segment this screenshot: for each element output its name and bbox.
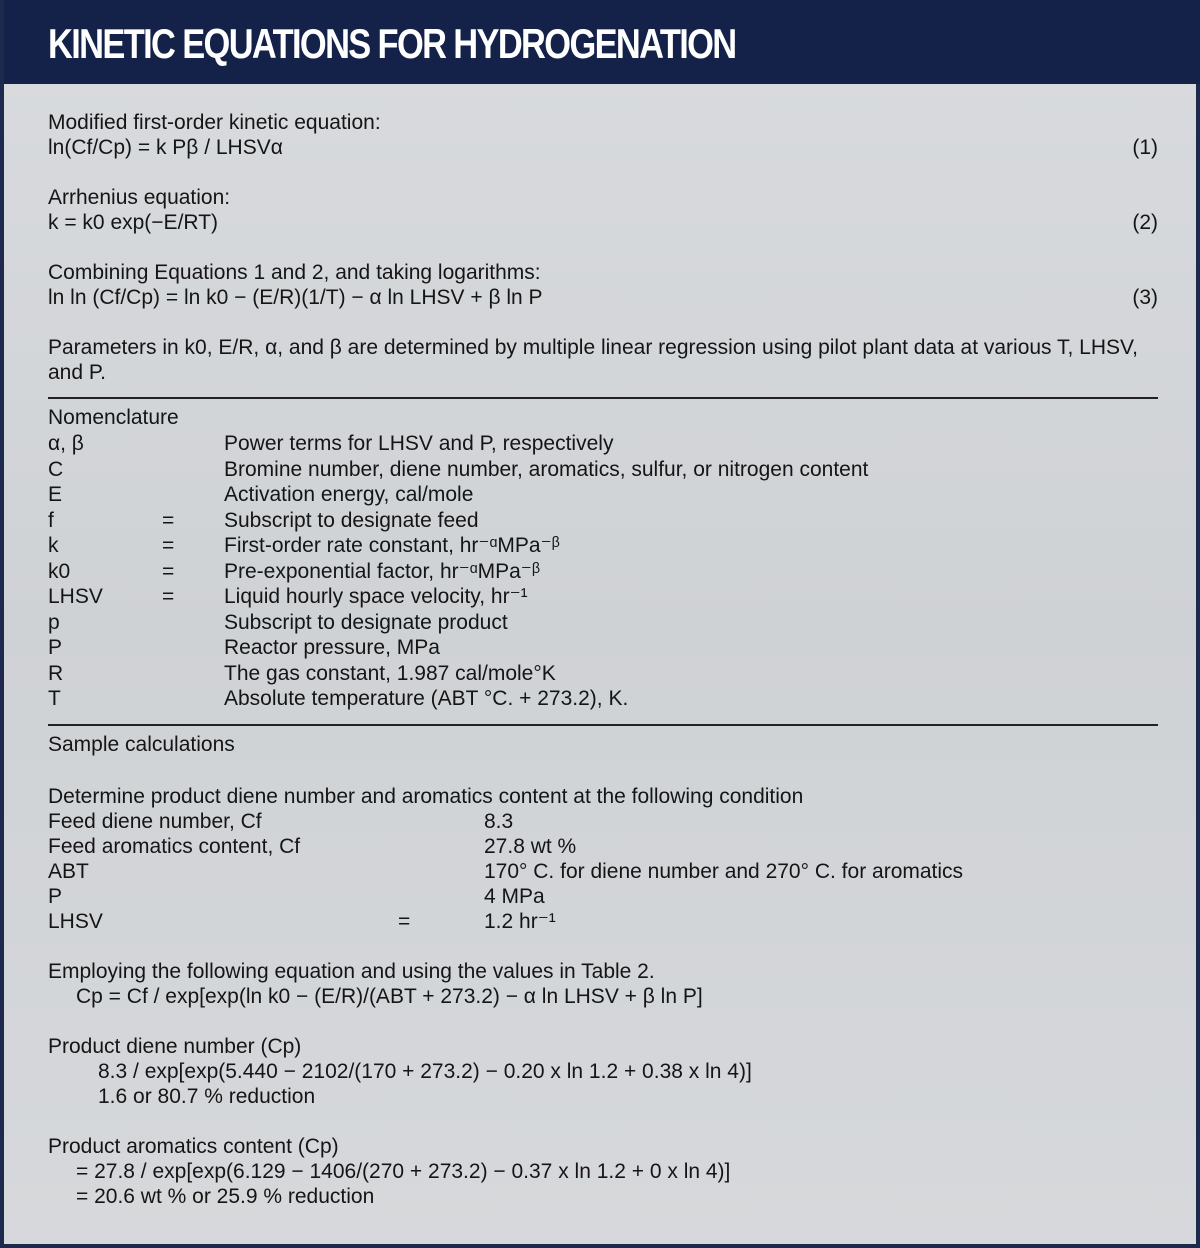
nomenclature-item bbox=[48, 661, 1158, 687]
nomenclature-definition: Pre-exponential factor, hr⁻ᵅMPa⁻ᵝ bbox=[224, 559, 540, 583]
nomenclature-definition: Power terms for LHSV and P, respectively bbox=[224, 432, 614, 455]
condition-label: LHSV bbox=[48, 909, 103, 933]
diene-block bbox=[48, 1034, 1158, 1109]
condition-row bbox=[48, 834, 1158, 859]
nomenclature-definition: First-order rate constant, hr⁻ᵅMPa⁻ᵝ bbox=[224, 534, 560, 557]
aromatics-line1: = 27.8 / exp[exp(6.129 − 1406/(270 + 273.2) − 0.37 x ln 1.2 + 0 x ln 4)] bbox=[76, 1159, 731, 1183]
nomenclature-symbol: P bbox=[48, 636, 63, 659]
equation-number: (2) bbox=[1132, 211, 1158, 234]
nomenclature-item bbox=[48, 610, 1158, 636]
nomenclature-item bbox=[48, 482, 1158, 508]
equation-row bbox=[48, 285, 1158, 310]
nomenclature-symbol: E bbox=[48, 483, 63, 506]
nomenclature-title: Nomenclature bbox=[48, 406, 179, 429]
nomenclature-definition: Activation energy, cal/mole bbox=[224, 483, 474, 506]
nomenclature-item bbox=[48, 431, 1158, 457]
nomenclature-definition: Absolute temperature (ABT °C. + 273.2), K. bbox=[224, 687, 629, 710]
box-title: KINETIC EQUATIONS FOR HYDROGENATION bbox=[48, 20, 736, 67]
nomenclature-dash: = bbox=[162, 508, 175, 532]
divider bbox=[48, 724, 1158, 726]
nomenclature-dash: = bbox=[162, 585, 175, 608]
equation-formula: ln(Cf/Cp) = k Pβ / LHSVα bbox=[48, 136, 283, 159]
equation-2 bbox=[48, 185, 1158, 235]
condition-row bbox=[48, 859, 1158, 884]
employ-formula: Cp = Cf / exp[exp(ln k0 − (E/R)/(ABT + 273.2) − α ln LHSV + β ln P] bbox=[76, 984, 703, 1008]
nomenclature-definition: Reactor pressure, MPa bbox=[224, 636, 440, 659]
nomenclature-symbol: R bbox=[48, 661, 64, 685]
condition-label: Feed aromatics content, Cf bbox=[48, 834, 301, 858]
nomenclature-symbol: C bbox=[48, 457, 64, 481]
diene-line1: 8.3 / exp[exp(5.440 − 2102/(170 + 273.2) − 0.20 x ln 1.2 + 0.38 x ln 4)] bbox=[98, 1059, 752, 1083]
equation-number: (1) bbox=[1132, 136, 1158, 159]
nomenclature-item bbox=[48, 635, 1158, 661]
condition-value: 170° C. for diene number and 270° C. for aromatics bbox=[484, 859, 964, 883]
sample-title: Sample calculations bbox=[48, 732, 235, 756]
condition-value: 27.8 wt % bbox=[484, 834, 577, 858]
conditions-list bbox=[48, 809, 1158, 934]
equation-1 bbox=[48, 110, 1158, 160]
condition-label: Feed diene number, Cf bbox=[48, 809, 262, 833]
condition-label: ABT bbox=[48, 859, 89, 883]
nomenclature-item bbox=[48, 584, 1158, 610]
nomenclature-symbol: LHSV bbox=[48, 585, 103, 608]
condition-dash: = bbox=[398, 909, 411, 933]
nomenclature-symbol: p bbox=[48, 610, 60, 634]
nomenclature-item bbox=[48, 686, 1158, 712]
nomenclature-item bbox=[48, 533, 1158, 559]
employ-text: Employing the following equation and using the values in Table 2. bbox=[48, 959, 655, 983]
nomenclature-symbol: k bbox=[48, 534, 59, 557]
aromatics-block bbox=[48, 1134, 1158, 1209]
equation-3 bbox=[48, 260, 1158, 310]
nomenclature-symbol: α, β bbox=[48, 432, 84, 455]
condition-value: 1.2 hr⁻¹ bbox=[484, 909, 556, 933]
aromatics-title: Product aromatics content (Cp) bbox=[48, 1134, 339, 1158]
nomenclature-list bbox=[48, 431, 1158, 712]
condition-value: 4 MPa bbox=[484, 884, 545, 908]
equation-row bbox=[48, 135, 1158, 160]
equation-label: Modified first-order kinetic equation: bbox=[48, 111, 381, 134]
header-bar bbox=[4, 0, 1200, 84]
equation-row bbox=[48, 210, 1158, 235]
nomenclature-symbol: T bbox=[48, 687, 61, 710]
condition-row bbox=[48, 809, 1158, 834]
nomenclature-definition: Bromine number, diene number, aromatics, sulfur, or nitrogen content bbox=[224, 457, 869, 481]
nomenclature-definition: Subscript to designate product bbox=[224, 610, 508, 634]
nomenclature-symbol: f bbox=[48, 508, 54, 532]
nomenclature-item bbox=[48, 508, 1158, 534]
condition-row bbox=[48, 884, 1158, 909]
diene-title: Product diene number (Cp) bbox=[48, 1034, 302, 1058]
equation-number: (3) bbox=[1132, 286, 1158, 309]
sample-intro: Determine product diene number and aromatics content at the following condition bbox=[48, 784, 804, 808]
aromatics-line2: = 20.6 wt % or 25.9 % reduction bbox=[76, 1184, 375, 1208]
equation-label: Arrhenius equation: bbox=[48, 186, 231, 209]
nomenclature-item bbox=[48, 559, 1158, 585]
divider bbox=[48, 397, 1158, 399]
nomenclature-definition: Liquid hourly space velocity, hr⁻¹ bbox=[224, 585, 528, 608]
nomenclature-dash: = bbox=[162, 534, 175, 557]
condition-value: 8.3 bbox=[484, 809, 514, 833]
condition-label: P bbox=[48, 884, 63, 908]
nomenclature-dash: = bbox=[162, 559, 175, 583]
employ-block bbox=[48, 959, 1158, 1009]
diene-line2: 1.6 or 80.7 % reduction bbox=[98, 1084, 316, 1108]
equation-formula: k = k0 exp(−E/RT) bbox=[48, 211, 219, 234]
nomenclature-item bbox=[48, 457, 1158, 483]
nomenclature-definition: The gas constant, 1.987 cal/mole°K bbox=[224, 661, 556, 685]
equation-formula: ln ln (Cf/Cp) = ln k0 − (E/R)(1/T) − α ln LHSV + β ln P bbox=[48, 286, 543, 309]
box-content bbox=[48, 110, 1158, 1209]
nomenclature-definition: Subscript to designate feed bbox=[224, 508, 479, 532]
equation-label: Combining Equations 1 and 2, and taking logarithms: bbox=[48, 261, 541, 284]
parameters-note: Parameters in k0, E/R, α, and β are determined by multiple linear regression using pilot plant data at various T, LHSV, and P. bbox=[48, 336, 1138, 384]
nomenclature-symbol: k0 bbox=[48, 559, 71, 583]
condition-row bbox=[48, 909, 1158, 934]
